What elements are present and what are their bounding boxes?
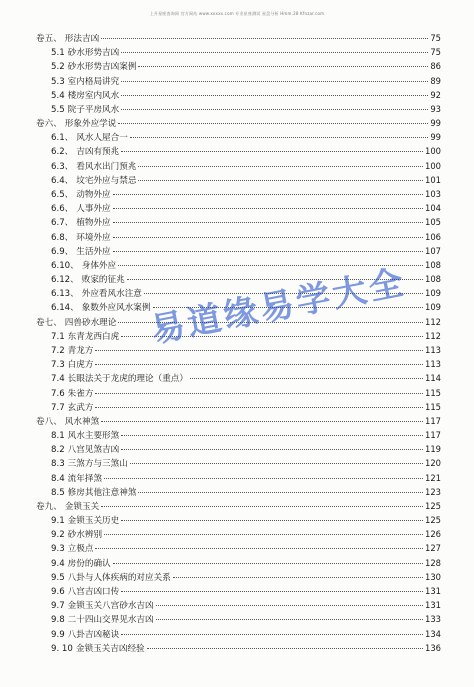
- dot-leader: [118, 122, 428, 124]
- toc-entry-title: 四兽砂水理论: [64, 317, 117, 328]
- dot-leader: [113, 236, 423, 238]
- toc-entry-number: 7.1: [51, 331, 65, 342]
- toc-entry-number: 6.7、: [51, 218, 74, 229]
- dot-leader: [156, 604, 423, 606]
- toc-entry-number: 6.10、: [51, 260, 79, 271]
- toc-page-number: 113: [425, 344, 441, 355]
- toc-page-number: 117: [425, 430, 441, 441]
- dot-leader: [156, 618, 423, 620]
- toc-entry-title: 人事外应: [76, 204, 111, 215]
- toc-page-number: 101: [425, 174, 441, 185]
- dot-leader: [101, 420, 423, 422]
- toc-section-row[interactable]: [51, 187, 441, 201]
- toc-page-number: 109: [425, 288, 441, 299]
- toc-entry-title: 房份的确认: [67, 558, 111, 569]
- toc-page-number: 93: [430, 103, 441, 114]
- toc-entry-number: 6.6、: [51, 204, 74, 215]
- toc-page-number: 104: [425, 203, 441, 214]
- toc-page-number: 123: [425, 486, 441, 497]
- toc-entry-title: 立极点: [67, 544, 94, 555]
- toc-page-number: 127: [425, 543, 441, 554]
- toc-entry-number: 5.4: [51, 90, 65, 101]
- toc-entry-title: 砂水辨别: [67, 530, 103, 541]
- toc-entry-title: 三煞方与三煞山: [67, 459, 128, 470]
- toc-entry-title: 流年择煞: [67, 473, 103, 484]
- toc-section-row[interactable]: [51, 173, 441, 187]
- toc-section-row[interactable]: [51, 527, 441, 541]
- dot-leader: [130, 462, 423, 464]
- toc-page-number: 131: [425, 600, 441, 611]
- dot-leader: [138, 165, 423, 167]
- toc-section-row[interactable]: [51, 215, 441, 229]
- toc-section-row[interactable]: [51, 598, 441, 612]
- toc-entry-title: 东青龙西白虎: [67, 331, 120, 342]
- toc-section-row[interactable]: [51, 471, 441, 485]
- toc-page-number: 86: [430, 61, 441, 72]
- toc-page-number: 113: [425, 359, 441, 370]
- toc-entry-title: 二十四山交界见水吉凶: [67, 615, 154, 626]
- toc-page-number: 115: [425, 387, 441, 398]
- toc-page-number: 75: [430, 47, 441, 58]
- toc-section-row[interactable]: [51, 456, 441, 470]
- toc-entry-title: 环境外应: [76, 232, 111, 243]
- toc-chapter-row[interactable]: [36, 414, 441, 428]
- toc-section-row[interactable]: [51, 45, 441, 59]
- toc-entry-title: 坟宅外应与禁忌: [76, 175, 137, 186]
- toc-entry-number: 6.9、: [51, 246, 74, 257]
- dot-leader: [121, 150, 423, 152]
- toc-entry-number: 9.5: [51, 572, 65, 583]
- toc-section-row[interactable]: [51, 343, 441, 357]
- toc-page-number: 136: [425, 642, 441, 653]
- toc-entry-title: 外应看风水注意: [81, 289, 142, 300]
- toc-entry-title: 金锁玉关八宫砂水吉凶: [67, 601, 154, 612]
- toc-page-number: 99: [430, 118, 441, 129]
- toc-page-number: 92: [430, 89, 441, 100]
- toc-entry-number: 8.2: [51, 445, 65, 456]
- toc-entry-number: 7.3: [51, 360, 65, 371]
- toc-entry-number: 卷九、: [36, 501, 62, 512]
- toc-entry-number: 7.4: [51, 374, 65, 385]
- toc-entry-title: 院子平房风水: [67, 104, 120, 115]
- dot-leader: [121, 94, 428, 96]
- dot-leader: [138, 179, 423, 181]
- toc-section-row[interactable]: [51, 130, 441, 144]
- dot-leader: [101, 37, 428, 39]
- toc-section-row[interactable]: [51, 159, 441, 173]
- toc-entry-number: 7.2: [51, 345, 65, 356]
- toc-page-number: 125: [425, 500, 441, 511]
- toc-page-number: 99: [430, 132, 441, 143]
- toc-page-number: 128: [425, 557, 441, 568]
- dot-leader: [95, 363, 423, 365]
- toc-entry-title: 形法吉凶: [64, 34, 100, 44]
- toc-entry-number: 6.3、: [51, 161, 74, 172]
- toc-entry-title: 金锁玉关历史: [67, 516, 120, 527]
- toc-section-row[interactable]: [51, 88, 441, 102]
- toc-page-number: 130: [425, 571, 441, 582]
- toc-entry-number: 9.8: [51, 615, 65, 626]
- toc-section-row[interactable]: [51, 357, 441, 371]
- toc-entry-title: 修房其他注意神煞: [67, 487, 137, 498]
- dot-leader: [147, 647, 423, 649]
- toc-page-number: 134: [425, 628, 441, 639]
- dot-leader: [121, 108, 428, 110]
- toc-entry-number: 9.7: [51, 601, 65, 612]
- toc-page-number: 133: [425, 614, 441, 625]
- toc-entry-number: 5.3: [51, 76, 65, 87]
- toc-entry-number: 7.7: [51, 402, 65, 413]
- toc-section-row[interactable]: [51, 570, 441, 584]
- toc-page-number: 89: [430, 75, 441, 86]
- toc-entry-title: 青龙方: [67, 345, 94, 356]
- toc-section-row[interactable]: [51, 386, 441, 400]
- toc-entry-title: 风水神煞: [64, 416, 100, 427]
- toc-section-row[interactable]: [51, 371, 441, 385]
- watermark: 易道缘易学大全: [147, 262, 410, 352]
- toc-section-row[interactable]: [51, 513, 441, 527]
- toc-entry-title: 身体外应: [81, 260, 117, 271]
- dot-leader: [113, 250, 423, 252]
- dot-leader: [121, 633, 423, 635]
- toc-entry-title: 动物外应: [76, 189, 111, 200]
- toc-section-row[interactable]: [51, 541, 441, 555]
- dot-leader: [113, 193, 423, 195]
- toc-page-number: 106: [425, 231, 441, 242]
- toc-entry-title: 生活外应: [76, 246, 111, 257]
- toc-page-number: 112: [425, 330, 441, 341]
- dot-leader: [113, 207, 423, 209]
- toc-entry-number: 5.2: [51, 62, 65, 73]
- toc-section-row[interactable]: [51, 556, 441, 570]
- toc-entry-title: 白虎方: [67, 360, 94, 371]
- dot-leader: [138, 65, 428, 67]
- toc-entry-number: 6.1、: [51, 133, 74, 144]
- dot-leader: [104, 533, 423, 535]
- toc-entry-number: 6.8、: [51, 232, 74, 243]
- dot-leader: [101, 505, 423, 507]
- toc-page-number: 131: [425, 586, 441, 597]
- toc-section-row[interactable]: [51, 102, 441, 116]
- toc-entry-number: 9.9: [51, 629, 65, 640]
- toc-section-row[interactable]: [51, 627, 441, 641]
- toc-entry-number: 8.4: [51, 473, 65, 484]
- toc-entry-number: 7.6: [51, 388, 65, 399]
- dot-leader: [113, 562, 423, 564]
- toc-entry-number: 5.5: [51, 104, 65, 115]
- toc-section-row[interactable]: [51, 400, 441, 414]
- toc-section-row[interactable]: [51, 59, 441, 73]
- dot-leader: [95, 406, 423, 408]
- toc-entry-title: 风水人屋合一: [76, 133, 128, 144]
- toc-entry-title: 朱雀方: [67, 388, 94, 399]
- toc-entry-title: 八宫见煞吉凶: [67, 445, 120, 456]
- toc-entry-number: 9. 10: [51, 643, 73, 654]
- toc-entry-number: 9.4: [51, 558, 65, 569]
- toc-page-number: 119: [425, 444, 441, 455]
- toc-page-number: 125: [425, 515, 441, 526]
- toc-page-number: 103: [425, 188, 441, 199]
- toc-entry-number: 8.5: [51, 487, 65, 498]
- toc-entry-title: 砂水形势吉凶案例: [67, 62, 137, 73]
- toc-page-number: 105: [425, 217, 441, 228]
- toc-entry-number: 6.4、: [51, 175, 74, 186]
- toc-page-number: 126: [425, 529, 441, 540]
- toc-entry-number: 卷七、: [36, 317, 62, 328]
- toc-section-row[interactable]: [51, 485, 441, 499]
- toc-entry-number: 9.2: [51, 530, 65, 541]
- toc-entry-number: 5.1: [51, 48, 65, 59]
- toc-section-row[interactable]: [51, 641, 441, 655]
- toc-entry-number: 9.6: [51, 587, 65, 598]
- toc-entry-title: 形象外应学说: [64, 119, 117, 130]
- toc-chapter-row[interactable]: [36, 499, 441, 513]
- toc-page-number: 108: [425, 274, 441, 285]
- toc-entry-number: 卷六、: [36, 119, 62, 130]
- toc-entry-number: 6.12、: [51, 275, 79, 286]
- toc-entry-number: 6.13、: [51, 289, 79, 300]
- toc-entry-number: 8.1: [51, 431, 65, 442]
- toc-entry-title: 金锁玉关: [64, 501, 100, 512]
- toc-entry-number: 9.3: [51, 544, 65, 555]
- toc-entry-number: 6.2、: [51, 147, 74, 158]
- toc-entry-title: 八宫吉凶口传: [67, 587, 120, 598]
- toc-entry-number: 6.14、: [51, 303, 79, 314]
- dot-leader: [121, 51, 428, 53]
- toc-entry-title: 吉凶有预兆: [76, 147, 120, 158]
- toc-entry-title: 植物外应: [76, 218, 111, 229]
- dot-leader: [121, 434, 423, 436]
- toc-page-number: 108: [425, 259, 441, 270]
- toc-entry-number: 卷五、: [36, 34, 62, 44]
- toc-entry-number: 9.1: [51, 516, 65, 527]
- toc-entry-title: 玄武方: [67, 402, 94, 413]
- toc-page-number: 100: [425, 160, 441, 171]
- header-note: 上升星座查询网 官方网站 www.xxxxx.com 专业星座测试 星盘分析 Hmm.28 Kfnzar.com: [149, 11, 325, 16]
- dot-leader: [104, 477, 423, 479]
- toc-page-number: 112: [425, 316, 441, 327]
- toc-page-number: 120: [425, 458, 441, 469]
- toc-entry-title: 砂水形势吉凶: [67, 48, 120, 59]
- dot-leader: [121, 519, 423, 521]
- toc-page-number: 115: [425, 401, 441, 412]
- dot-leader: [138, 491, 423, 493]
- toc-entry-number: 卷八、: [36, 416, 62, 427]
- toc-entry-title: 看风水出门预兆: [76, 161, 137, 172]
- dot-leader: [95, 547, 423, 549]
- toc-section-row[interactable]: [51, 612, 441, 626]
- dot-leader: [121, 590, 423, 592]
- toc-entry-title: 楼房室内风水: [67, 90, 120, 101]
- dot-leader: [113, 221, 423, 223]
- toc-entry-title: 象数外应风水案例: [81, 303, 151, 314]
- toc-page-number: 121: [425, 472, 441, 483]
- toc-chapter-row[interactable]: [36, 31, 441, 45]
- toc-page-number: 107: [425, 245, 441, 256]
- toc-page-number: 117: [425, 415, 441, 426]
- dot-leader: [190, 377, 423, 379]
- toc-entry-title: 风水主要形煞: [67, 431, 120, 442]
- toc-entry-title: 败家的征兆: [81, 275, 125, 286]
- toc-section-row[interactable]: [51, 201, 441, 215]
- dot-leader: [95, 392, 423, 394]
- toc-section-row[interactable]: [51, 144, 441, 158]
- toc-entry-title: 八卦与人体疾病的对应关系: [67, 572, 171, 583]
- toc-entry-title: 长眼法关于龙虎的理论（重点）: [67, 374, 188, 385]
- toc-section-row[interactable]: [51, 428, 441, 442]
- toc-page-number: 114: [425, 373, 441, 384]
- toc-page-number: 75: [430, 33, 441, 43]
- dot-leader: [121, 448, 423, 450]
- toc-page-number: 109: [425, 302, 441, 313]
- toc-section-row[interactable]: [51, 74, 441, 88]
- toc-entry-number: 6.5、: [51, 189, 74, 200]
- toc-section-row[interactable]: [51, 584, 441, 598]
- dot-leader: [130, 136, 428, 138]
- toc-entry-number: 8.3: [51, 459, 65, 470]
- toc-entry-title: 八卦吉凶秘诀: [67, 629, 120, 640]
- toc-entry-title: 室内格局讲究: [67, 76, 120, 87]
- toc-section-row[interactable]: [51, 244, 441, 258]
- toc-section-row[interactable]: [51, 442, 441, 456]
- toc-page-number: 100: [425, 146, 441, 157]
- toc-entry-title: 金锁玉关吉凶经验: [75, 643, 145, 654]
- toc-section-row[interactable]: [51, 230, 441, 244]
- dot-leader: [173, 576, 423, 578]
- toc-chapter-row[interactable]: [36, 116, 441, 130]
- dot-leader: [95, 349, 423, 351]
- dot-leader: [121, 80, 428, 82]
